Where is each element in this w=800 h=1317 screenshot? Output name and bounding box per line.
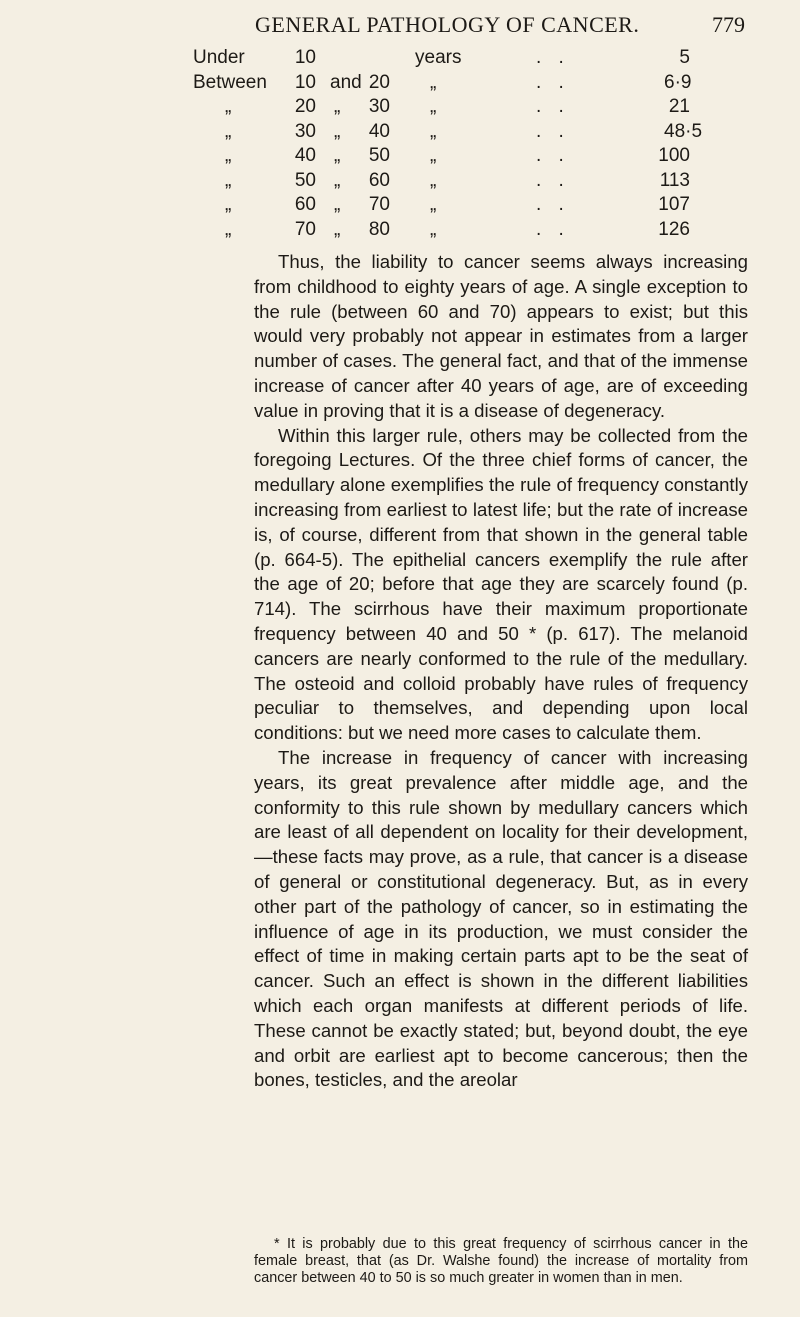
running-head: GENERAL PATHOLOGY OF CANCER. (255, 12, 640, 37)
table-row (0, 47, 800, 72)
page-header (255, 12, 745, 42)
row-join: „ (334, 194, 341, 215)
row-join: „ (334, 169, 341, 191)
row-value: 100 (658, 145, 690, 166)
row-lead: „ (225, 169, 232, 191)
row-age-to: 40 (368, 120, 390, 142)
row-join: and (330, 71, 362, 93)
row-age-to: 20 (368, 71, 390, 93)
table-row (0, 96, 800, 121)
table-row (0, 121, 800, 146)
row-join: „ (334, 96, 341, 117)
footnote: * It is probably due to this great frequency of scirrhous cancer in the female breast, that (as Dr. Walshe found) the increase of mortality from cancer between 40 to 50 is so much greater in women than in men. (254, 1236, 748, 1286)
row-value: 126 (658, 218, 690, 240)
age-frequency-table (0, 47, 800, 243)
row-unit: „ (430, 96, 437, 117)
row-leader: . . (536, 145, 570, 166)
row-leader: . . (536, 218, 570, 240)
row-unit: years (415, 47, 462, 68)
row-lead: „ (225, 96, 232, 117)
row-age-to: 60 (368, 169, 390, 191)
row-lead: Between (193, 71, 267, 93)
row-unit: „ (430, 71, 437, 93)
row-leader: . . (536, 71, 570, 93)
row-age-to: 80 (368, 218, 390, 240)
row-unit: „ (430, 120, 437, 142)
row-age-from: 20 (294, 96, 316, 117)
row-age-from: 10 (294, 47, 316, 68)
row-unit: „ (430, 194, 437, 215)
row-age-from: 50 (294, 169, 316, 191)
row-lead: Under (193, 47, 245, 68)
row-age-from: 30 (294, 120, 316, 142)
row-age-from: 10 (294, 71, 316, 93)
row-age-from: 40 (294, 145, 316, 166)
row-value: 6·9 (664, 71, 692, 93)
row-leader: . . (536, 169, 570, 191)
row-age-to: 30 (368, 96, 390, 117)
table-row (0, 170, 800, 195)
row-unit: „ (430, 145, 437, 166)
row-age-to: 50 (368, 145, 390, 166)
row-leader: . . (536, 96, 570, 117)
paragraph: Within this larger rule, others may be collected from the foregoing Lectures. Of the three chief forms of cancer, the medullary alone exemplifies the rule of frequency constantly increasing from earliest to latest life; but the rate of increase is, of course, different from that shown in the general table (p. 664-5). The epithelial cancers exemplify the rule after the age of 20; before that age they are scarcely found (p. 714). The scirrhous have their maximum proportionate frequency between 40 and 50 * (p. 617). The melanoid cancers are nearly conformed to the rule of the medullary. The osteoid and colloid probably have rules of frequency peculiar to themselves, and depending upon local conditions: but we need more cases to calculate them. (254, 424, 748, 744)
row-lead: „ (225, 194, 232, 215)
row-join: „ (334, 120, 341, 142)
row-lead: „ (225, 218, 232, 240)
row-join: „ (334, 145, 341, 166)
paragraph: The increase in frequency of cancer with increasing years, its great prevalence after middle age, and the conformity to this rule shown by medullary cancers which are least of all dependent on locality for their development,—these facts may prove, as a rule, that cancer is a disease of general or constitutional degeneracy. But, as in every other part of the pathology of cancer, so in estimating the influence of age in its production, we must consider the effect of time in making certain parts apt to be the seat of cancer. Such an effect is shown in the different liabilities which each organ manifests at different periods of life. These cannot be exactly stated; but, beyond doubt, the eye and orbit are earliest apt to become cancerous; then the bones, testicles, and the areolar (254, 746, 748, 1091)
row-age-from: 60 (294, 194, 316, 215)
row-lead: „ (225, 120, 232, 142)
row-value: 21 (668, 96, 690, 117)
row-value: 107 (658, 194, 690, 215)
table-row (0, 145, 800, 170)
body-text (254, 250, 748, 1093)
table-row (0, 194, 800, 219)
row-value: 5 (679, 47, 690, 68)
row-leader: . . (536, 47, 570, 68)
paragraph: Thus, the liability to cancer seems always increasing from childhood to eighty years of age. A single exception to the rule (between 60 and 70) appears to exist; but this would very probably not appear in estimates from a larger number of cases. The general fact, and that of the immense increase of cancer after 40 years of age, are of exceeding value in proving that it is a disease of degeneracy. (254, 251, 748, 421)
table-row (0, 219, 800, 244)
row-age-from: 70 (294, 218, 316, 240)
row-value: 48·5 (664, 120, 703, 142)
page-number: 779 (712, 12, 745, 37)
row-join: „ (334, 218, 341, 240)
row-unit: „ (430, 169, 437, 191)
row-age-to: 70 (368, 194, 390, 215)
row-leader: . . (536, 194, 570, 215)
table-row (0, 72, 800, 97)
row-value: 113 (659, 169, 690, 191)
row-lead: „ (225, 145, 232, 166)
row-unit: „ (430, 218, 437, 240)
row-leader: . . (536, 120, 570, 142)
